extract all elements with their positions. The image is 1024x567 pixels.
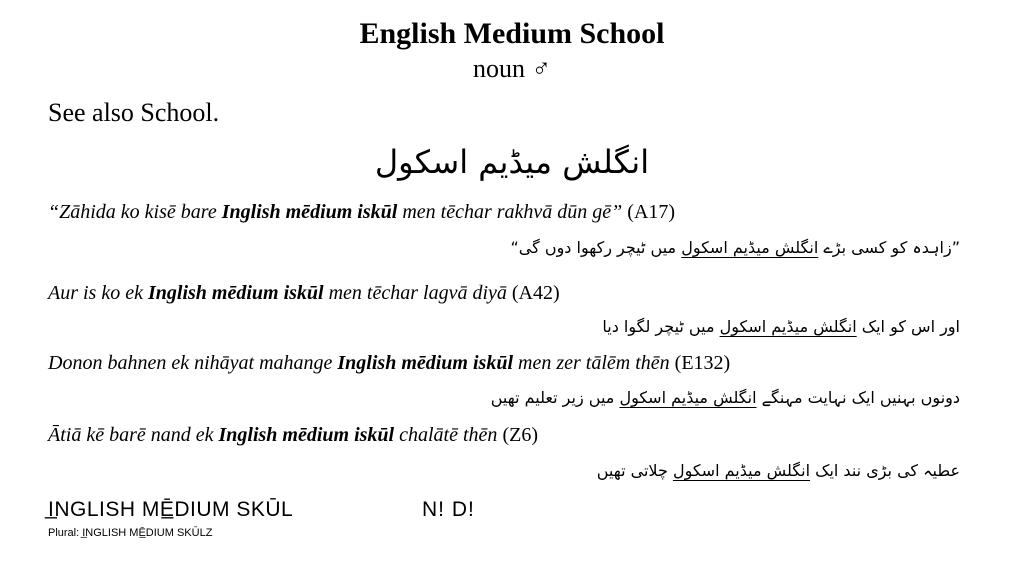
example-urdu-highlight: انگلش میڈیم اسکول [619, 388, 757, 407]
example-roman-1 [48, 200, 675, 224]
see-also-note: See also School. [48, 98, 220, 127]
example-roman-highlight: Inglish mēdium iskūl [221, 201, 398, 223]
example-urdu-highlight: انگلش میڈیم اسکول [719, 317, 857, 336]
example-roman-highlight: Inglish mēdium iskūl [218, 424, 395, 446]
example-source: (A42) [506, 282, 560, 304]
part-of-speech: noun ♂ [473, 54, 551, 83]
example-roman-2 [48, 281, 560, 305]
example-source: (E132) [669, 352, 731, 374]
plural-form: Plural: I̲NGLISH MĒ̲DIUM SKŪLZ [48, 527, 213, 539]
example-roman-pre: Ātiā kē barē nand ek [48, 424, 219, 446]
example-urdu-pre: عطیہ کی بڑی نند ایک [810, 461, 960, 480]
example-roman-post: men tēchar lagvā diyā [323, 282, 507, 304]
example-roman-post: chalātē thēn [394, 424, 498, 446]
example-roman-4 [48, 423, 538, 447]
example-roman-pre: Donon bahnen ek nihāyat mahange [48, 352, 338, 374]
example-urdu-pre: اور اس کو ایک [856, 317, 960, 336]
example-source: (Z6) [497, 424, 538, 446]
example-source: (A17) [622, 201, 676, 223]
example-roman-highlight: Inglish mēdium iskūl [337, 352, 514, 374]
example-urdu-post: میں ٹیچر لگوا دیا [602, 317, 720, 336]
example-urdu-2 [602, 315, 960, 339]
transcription: I̲NGLISH MĒ̲DIUM SKŪL [48, 498, 294, 521]
example-urdu-pre: دونوں بہنیں ایک نہایت مہنگے [756, 388, 960, 407]
example-urdu-1 [510, 236, 960, 260]
example-urdu-highlight: انگلش میڈیم اسکول [672, 461, 811, 480]
example-urdu-post: چلاتی تھیں [596, 461, 673, 480]
example-urdu-post: میں زیر تعلیم تھیں [490, 388, 620, 407]
urdu-headword: انگلش میڈیم اسکول [374, 143, 650, 181]
example-roman-3 [48, 351, 730, 375]
example-roman-post: men tēchar rakhvā dūn gē” [397, 201, 623, 223]
example-urdu-post: میں ٹیچر رکھوا دوں گی“ [510, 238, 682, 257]
example-roman-pre: Aur is ko ek [48, 282, 148, 304]
headword: English Medium School [359, 17, 665, 50]
example-urdu-4 [597, 459, 960, 483]
gender-code: N! D! [422, 498, 475, 521]
example-roman-post: men zer tālēm thēn [513, 352, 670, 374]
example-roman-highlight: Inglish mēdium iskūl [147, 282, 324, 304]
example-roman-pre: “Zāhida ko kisē bare [48, 201, 222, 223]
example-urdu-3 [491, 386, 960, 410]
example-urdu-pre: ”زاہدہ کو کسی بڑے [818, 238, 960, 257]
example-urdu-highlight: انگلش میڈیم اسکول [681, 238, 819, 257]
